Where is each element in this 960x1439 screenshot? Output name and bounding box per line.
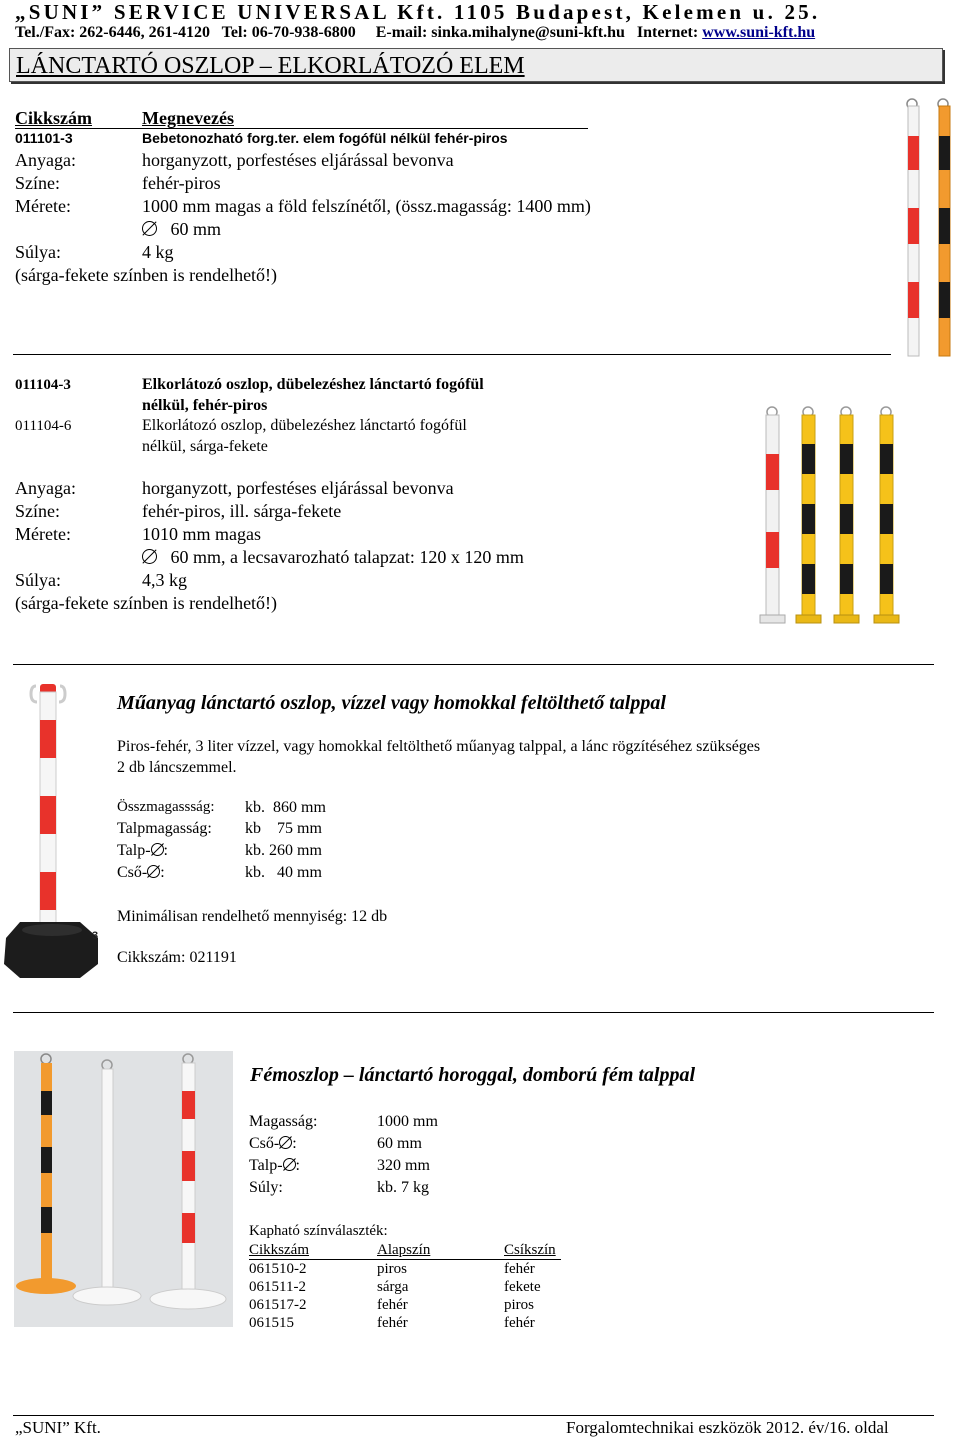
cell-base-color: fehér	[377, 1315, 408, 1331]
s4-spec-value: 320 mm	[377, 1157, 430, 1174]
cell-code: 061515	[249, 1315, 294, 1331]
s3-spec-label: Összmagassság:	[117, 799, 215, 815]
cell-stripe-color: fekete	[504, 1279, 541, 1295]
s4-spec-value: 60 mm	[377, 1135, 422, 1152]
cell-stripe-color: fehér	[504, 1315, 535, 1331]
cell-code: 061511-2	[249, 1279, 306, 1295]
cell-stripe-color: piros	[504, 1297, 534, 1313]
s2-diameter: 60 mm, a lecsavarozható talapzat: 120 x 120 mm	[170, 547, 524, 567]
website-link[interactable]: www.suni-kft.hu	[702, 24, 816, 41]
s1-material: horganyzott, porfestéses eljárással bevonva	[142, 150, 454, 170]
s3-spec-value: kb. 860 mm	[245, 799, 326, 816]
diameter-icon	[279, 1136, 292, 1149]
s2-code2: 011104-6	[15, 418, 72, 434]
s1-post-photo	[898, 96, 960, 358]
table-row	[249, 1315, 561, 1333]
s2-name2-line2: nélkül, sárga-fekete	[142, 438, 268, 455]
color-table-header	[249, 1242, 561, 1261]
table-row	[249, 1261, 561, 1279]
section-divider-2	[13, 664, 934, 665]
page-title: LÁNCTARTÓ OSZLOP – ELKORLÁTOZÓ ELEM	[16, 53, 525, 79]
header-rule	[15, 128, 588, 129]
s2-name1-line2: nélkül, fehér-piros	[142, 397, 268, 414]
s1-code: 011101-3	[15, 130, 73, 146]
diameter-icon	[151, 843, 164, 856]
s2-note: (sárga-fekete színben is rendelhető!)	[15, 593, 278, 613]
s1-weight-label: Súlya:	[15, 242, 62, 262]
s4-spec-label-wrap: Cső- :	[249, 1135, 297, 1152]
diameter-icon	[283, 1158, 296, 1171]
s3-spec-label: Talpmagasság:	[117, 820, 212, 837]
photo-badge: 3	[92, 930, 99, 942]
s2-diameter-row	[142, 547, 524, 568]
s3-spec-value: kb 75 mm	[245, 820, 322, 837]
s4-post-photo	[14, 1051, 233, 1327]
s1-color-label: Színe:	[15, 173, 60, 193]
s3-spec-label: Talp-	[117, 842, 151, 859]
s3-spec-value: kb. 260 mm	[245, 842, 322, 859]
s4-spec-label: Cső-	[249, 1135, 280, 1152]
col-header-code: Cikkszám	[15, 108, 93, 128]
cell-stripe-color: fehér	[504, 1261, 535, 1277]
s3-min-order: Minimálisan rendelhető mennyiség: 12 db	[117, 908, 388, 925]
s3-code: Cikkszám: 021191	[117, 949, 237, 966]
s4-title: Fémoszlop – lánctartó horoggal, domború fém talppal	[250, 1064, 696, 1086]
s1-color: fehér-piros	[142, 173, 221, 193]
s4-spec-label: Súly:	[249, 1179, 283, 1196]
s2-material: horganyzott, porfestéses eljárással bevonva	[142, 478, 454, 498]
s2-weight: 4,3 kg	[142, 570, 187, 590]
s3-desc-line2: 2 db láncszemmel.	[117, 759, 237, 776]
s3-title: Műanyag lánctartó oszlop, vízzel vagy homokkal feltölthető talppal	[117, 692, 666, 714]
s2-material-label: Anyaga:	[15, 478, 76, 498]
s2-color-label: Színe:	[15, 501, 60, 521]
s1-name: Bebetonozható forg.ter. elem fogófül nélkül fehér-piros	[142, 130, 508, 146]
s1-weight: 4 kg	[142, 242, 174, 262]
th-code: Cikkszám	[249, 1242, 309, 1258]
company-line: „SUNI” SERVICE UNIVERSAL Kft. 1105 Budapest, Kelemen u. 25.	[15, 0, 821, 24]
s4-spec-label-wrap: Talp- :	[249, 1157, 300, 1174]
cell-code: 061510-2	[249, 1261, 307, 1277]
s2-code1: 011104-3	[15, 377, 71, 393]
diameter-icon	[142, 549, 157, 564]
s2-name1-line1: Elkorlátozó oszlop, dübelezéshez lánctartó fogófül	[142, 376, 484, 393]
th-base-color: Alapszín	[377, 1242, 431, 1258]
table-row	[249, 1279, 561, 1297]
s2-size-label: Mérete:	[15, 524, 71, 544]
s4-spec-value: kb. 7 kg	[377, 1179, 429, 1196]
table-header-rule	[249, 1259, 561, 1260]
cell-base-color: piros	[377, 1261, 407, 1277]
footer-left: „SUNI” Kft.	[15, 1418, 101, 1437]
s2-weight-label: Súlya:	[15, 570, 62, 590]
color-table	[249, 1242, 561, 1333]
footer-rule	[13, 1415, 934, 1416]
s1-diameter-row	[142, 219, 221, 240]
contact-line	[15, 24, 815, 42]
contact-text: Tel./Fax: 262-6446, 261-4120 Tel: 06-70-938-6800 E-mail: sinka.mihalyne@suni-kft.hu Internet:	[15, 24, 703, 41]
th-stripe-color: Csíkszín	[504, 1242, 556, 1258]
s4-spec-label: Talp-	[249, 1157, 283, 1174]
cell-code: 061517-2	[249, 1297, 307, 1313]
s1-material-label: Anyaga:	[15, 150, 76, 170]
table-row	[249, 1297, 561, 1315]
s3-spec-label: Cső-	[117, 864, 148, 881]
s2-color: fehér-piros, ill. sárga-fekete	[142, 501, 342, 521]
s4-spec-label: Magasság:	[249, 1113, 318, 1130]
diameter-icon	[147, 865, 160, 878]
s1-size-label: Mérete:	[15, 196, 71, 216]
cell-base-color: fehér	[377, 1297, 408, 1313]
s2-name2-line1: Elkorlátozó oszlop, dübelezéshez lánctartó fogófül	[142, 417, 467, 434]
diameter-icon	[142, 221, 157, 236]
s1-note: (sárga-fekete színben is rendelhető!)	[15, 265, 278, 285]
s2-size: 1010 mm magas	[142, 524, 261, 544]
page-title-box	[9, 48, 943, 82]
cell-base-color: sárga	[377, 1279, 409, 1295]
s3-spec-value: kb. 40 mm	[245, 864, 322, 881]
s4-spec-value: 1000 mm	[377, 1113, 438, 1130]
s4-choice-title: Kapható színválaszték:	[249, 1223, 388, 1239]
s3-spec-label-wrap: Talp- :	[117, 842, 168, 859]
footer-right: Forgalomtechnikai eszközök 2012. év/16. oldal	[566, 1418, 889, 1437]
section-divider-3	[13, 1012, 934, 1013]
s3-spec-label-wrap: Cső- :	[117, 864, 165, 881]
section-divider-1	[13, 354, 891, 355]
col-header-name: Megnevezés	[142, 108, 234, 128]
s3-desc-line1: Piros-fehér, 3 liter vízzel, vagy homokkal feltölthető műanyag talppal, a lánc rögzítéséhez szükséges	[117, 738, 761, 755]
s2-post-photo	[752, 404, 912, 626]
s1-diameter: 60 mm	[170, 219, 222, 239]
s1-size: 1000 mm magas a föld felszínétől, (össz.magasság: 1400 mm)	[142, 196, 591, 216]
